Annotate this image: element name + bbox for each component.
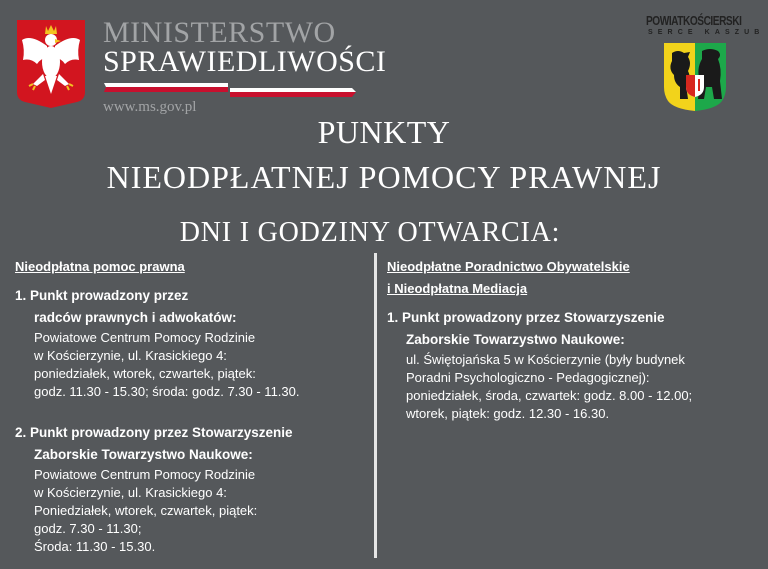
- detail-line: ul. Świętojańska 5 w Kościerzynie (były budynek: [406, 352, 685, 367]
- powiat-tagline: SERCE KASZUB: [648, 29, 765, 36]
- title-punkty: PUNKTY: [317, 114, 451, 150]
- detail-line: wtorek, piątek: godz. 12.30 - 16.30.: [406, 406, 610, 421]
- powiat-coat-of-arms: [664, 43, 726, 111]
- ministry-name-line2: SPRAWIEDLIWOŚCI: [103, 45, 387, 78]
- point-heading: 2. Punkt prowadzony przez Stowarzyszenie: [15, 425, 293, 440]
- title-opening-hours: DNI I GODZINY OTWARCIA:: [179, 217, 561, 248]
- ministry-eagle-emblem: [17, 20, 85, 108]
- point-subheading: Zaborskie Towarzystwo Naukowe:: [34, 447, 253, 462]
- point-1: [387, 307, 762, 423]
- ministry-url[interactable]: www.ms.gov.pl: [103, 99, 197, 115]
- detail-line: Powiatowe Centrum Pomocy Rodzinie: [34, 467, 256, 482]
- point-subheading: Zaborskie Towarzystwo Naukowe:: [406, 332, 625, 347]
- detail-line: w Kościerzynie, ul. Krasickiego 4:: [34, 348, 227, 363]
- eagle-icon: [17, 20, 85, 108]
- detail-line: Poniedziałek, wtorek, czwartek, piątek:: [34, 503, 258, 518]
- section-heading-civic-advice: Nieodpłatne Poradnictwo Obywatelskie: [387, 259, 630, 274]
- right-column: [387, 256, 762, 423]
- title-main: NIEODPŁATNEJ POMOCY PRAWNEJ: [106, 159, 662, 195]
- detail-line: Poradni Psychologiczno - Pedagogicznej):: [406, 370, 650, 385]
- section-heading-legal-aid: Nieodpłatna pomoc prawna: [15, 259, 185, 274]
- detail-line: poniedziałek, środa, czwartek: godz. 8.00 - 12.00;: [406, 388, 693, 403]
- point-heading: 1. Punkt prowadzony przez: [15, 288, 189, 303]
- point-details: [15, 329, 370, 401]
- coat-of-arms-icon: [664, 43, 726, 111]
- point-2: [15, 422, 370, 556]
- detail-line: godz. 11.30 - 15.30; środa: godz. 7.30 - 11.30.: [34, 384, 300, 399]
- detail-line: Powiatowe Centrum Pomocy Rodzinie: [34, 330, 256, 345]
- point-details: [15, 466, 370, 556]
- flag-ribbon: [104, 82, 356, 98]
- detail-line: Środa: 11.30 - 15.30.: [34, 539, 156, 554]
- left-column: [15, 256, 370, 556]
- detail-line: poniedziałek, wtorek, czwartek, piątek:: [34, 366, 256, 381]
- column-divider: [374, 253, 377, 558]
- ministry-name-line1: MINISTERSTWO: [103, 16, 336, 49]
- spacer: [15, 401, 370, 415]
- detail-line: godz. 7.30 - 11.30;: [34, 521, 142, 536]
- powiat-name: POWIATKOŚCIERSKI: [646, 13, 742, 28]
- point-heading: 1. Punkt prowadzony przez Stowarzyszenie: [387, 310, 665, 325]
- point-details: [387, 351, 762, 423]
- section-heading-mediation: i Nieodpłatna Mediacja: [387, 281, 528, 296]
- detail-line: w Kościerzynie, ul. Krasickiego 4:: [34, 485, 227, 500]
- point-1: [15, 285, 370, 401]
- point-subheading: radców prawnych i adwokatów:: [34, 310, 237, 325]
